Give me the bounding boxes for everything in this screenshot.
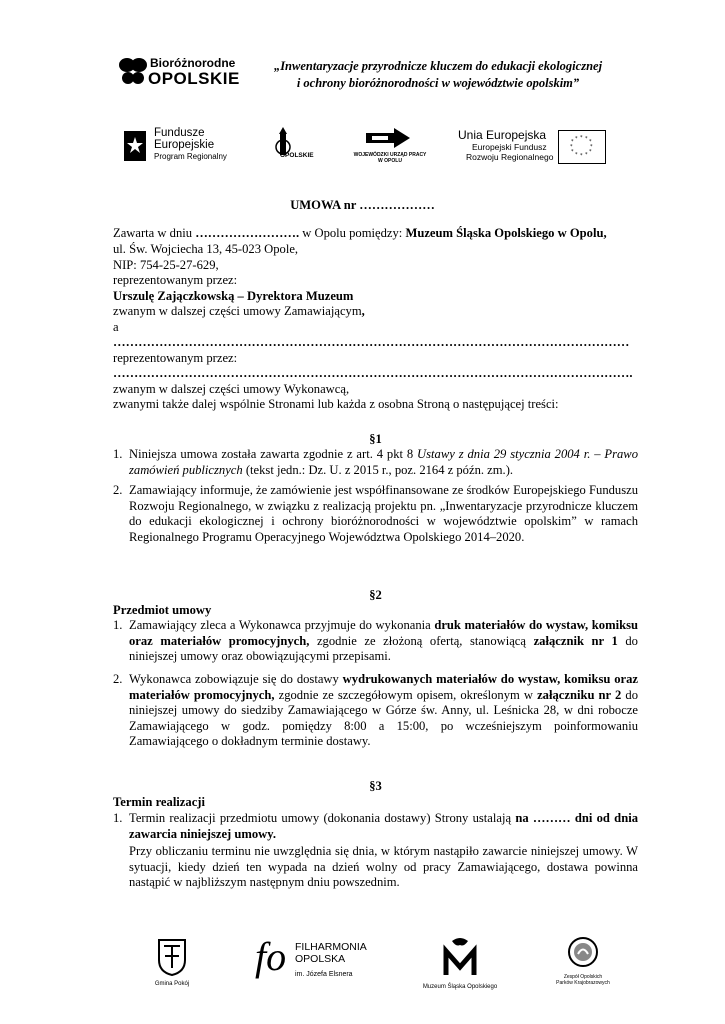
opolskie-text: OPOLSKIE xyxy=(280,152,314,159)
item-text: Niniejsza umowa została zawarta zgodnie z art. 4 pkt 8 xyxy=(129,447,418,461)
zamawiajacy-text: zwanym w dalszej części umowy Zamawiającym xyxy=(113,304,362,318)
gmina-text: Gmina Pokój xyxy=(154,981,190,987)
eu-flag-icon xyxy=(558,130,606,164)
law-title: Ustawy z dnia 29 stycznia 2004 r. – Prawo zamówień publicznych xyxy=(129,447,638,477)
section-1-item-1 xyxy=(113,447,638,478)
bioroznorodne-opolskie-logo xyxy=(118,52,238,92)
arrows-icon xyxy=(364,127,414,149)
and-line: a xyxy=(113,320,119,334)
muzeum-text: Muzeum Śląska Opolskiego xyxy=(422,984,498,990)
item-number: 1. xyxy=(113,811,123,825)
zespol-line-2: Parków Krajobrazowych xyxy=(556,980,610,986)
svg-text:*: * xyxy=(570,144,573,150)
fe-line-1: Fundusze xyxy=(154,127,205,139)
ue-line-3: Rozwoju Regionalnego xyxy=(466,152,554,162)
filharmonia-line-3: im. Józefa Elsnera xyxy=(295,971,353,978)
item-text-2: (tekst jedn.: Dz. U. z 2015 r., poz. 2164 z późn. zm.). xyxy=(242,462,514,477)
project-title-line-2: i ochrony bioróżnorodności w województwie opolskim” xyxy=(296,76,580,90)
butterfly-icon xyxy=(118,56,148,86)
zamawiajacy-line xyxy=(113,304,638,320)
section-1-heading: §1 xyxy=(369,432,382,446)
coat-of-arms-icon xyxy=(157,938,187,976)
item-text: Zamawiający informuje, że zamówienie jest współfinansowane ze środków Europejskiego Funduszu Rozwoju Regionalnego, w związku z realizacją projektu pn. „Inwentaryzacje przyrodnicze kluczem do edukacji ekologicznej i ochrony bioróżnorodności w województwie opolskim” w ramach Regionalnego Programu Operacyjnego Województwa Opolskiego 2014–2020. xyxy=(129,483,638,544)
section-1-item-2 xyxy=(113,483,638,545)
address-line: ul. Św. Wojciecha 13, 45-023 Opole, xyxy=(113,242,299,256)
opolskie-logo xyxy=(266,127,326,169)
svg-text:*: * xyxy=(590,144,593,150)
item-number: 2. xyxy=(113,672,123,686)
gmina-pokoj-logo xyxy=(148,938,196,993)
svg-text:*: * xyxy=(575,136,578,142)
wup-line-1: WOJEWÓDZKI URZĄD PRACY xyxy=(353,152,427,158)
svg-text:*: * xyxy=(585,152,588,158)
item-text-3: do niniejszej umowy do siedziby Zamawiającego w Górze św. Anny, ul. Leśnicka 28, w dni robocze Zamawiającego w godz. pomiędzy 8:00 a 15:00, po wcześniejszym poinformowaniu Zamawiającego o dokładnym terminie dostawy. xyxy=(129,687,638,749)
fo-monogram-icon: fo xyxy=(255,934,287,979)
eagle-m-icon xyxy=(440,935,480,979)
ue-line-1: Unia Europejska xyxy=(458,128,547,142)
section-2-item-1 xyxy=(113,618,638,665)
item-text: Termin realizacji przedmiotu umowy (dokonania dostawy) Strony ustalają xyxy=(129,811,516,825)
muzeum-logo xyxy=(415,935,505,995)
project-title xyxy=(258,58,618,92)
section-3-title: Termin realizacji xyxy=(113,795,205,809)
item-number: 1. xyxy=(113,447,123,461)
item-bold: wydrukowanych materiałów do wystaw, komiksu oraz materiałów promocyjnych, xyxy=(129,672,638,702)
representative-placeholder: ……………………………………………………………………………………………………………. xyxy=(113,366,633,380)
section-2-heading: §2 xyxy=(369,588,382,602)
zespol-line-1: Zespół Opolskich xyxy=(563,974,603,980)
fe-line-3: Program Regionalny xyxy=(154,152,227,161)
svg-text:*: * xyxy=(575,152,578,158)
represented-by-line: reprezentowanym przez: xyxy=(113,273,238,287)
fe-line-2: Europejskie xyxy=(154,139,215,151)
project-title-line-1: „Inwentaryzacje przyrodnicze kluczem do edukacji ekologicznej xyxy=(273,59,603,73)
item-text-2: zgodnie ze złożoną ofertą, stanowiącą xyxy=(309,633,534,648)
section-3-item-1 xyxy=(113,811,638,891)
section-3-heading: §3 xyxy=(369,779,382,793)
zespol-parkow-logo xyxy=(553,935,613,995)
park-circle-icon xyxy=(566,935,600,969)
zamawiajacy-comma: , xyxy=(361,304,365,318)
svg-text:*: * xyxy=(585,136,588,142)
item-bold: na ……… dni od dnia zawarcia niniejszej umowy. xyxy=(129,811,638,841)
attachment-1: załącznik nr 1 xyxy=(533,633,618,648)
logo-text-top: Bioróżnorodne xyxy=(150,56,236,70)
attachment-2: załączniku nr 2 xyxy=(537,687,622,702)
fundusze-europejskie-logo xyxy=(120,125,240,170)
item-text: Wykonawca zobowiązuje się do dostawy xyxy=(129,672,343,686)
filharmonia-logo xyxy=(255,935,375,995)
svg-text:*: * xyxy=(571,149,574,155)
svg-text:*: * xyxy=(580,135,583,141)
contractor-placeholder: …………………………………………………………………………………………………………… xyxy=(113,335,630,349)
svg-text:*: * xyxy=(571,139,574,145)
filharmonia-line-2: OPOLSKA xyxy=(295,953,346,965)
ue-line-2: Europejski Fundusz xyxy=(472,142,547,152)
director-line: Urszulę Zajączkowską – Dyrektora Muzeum xyxy=(113,289,354,303)
contract-title: UMOWA nr ……………… xyxy=(290,198,435,212)
svg-text:*: * xyxy=(589,149,592,155)
wykonawca-line: zwanym w dalszej części umowy Wykonawcą, xyxy=(113,382,350,396)
strony-line: zwanymi także dalej wspólnie Stronami lub każda z osobna Stroną o następującej treści: xyxy=(113,397,559,411)
wup-logo xyxy=(350,125,430,170)
unia-europejska-logo xyxy=(458,128,608,168)
fe-star-icon xyxy=(120,127,150,165)
intro-text: Zawarta w dniu xyxy=(113,226,196,240)
intro-text-2: w Opolu pomiędzy: xyxy=(299,226,406,240)
item-text-2: Przy obliczaniu terminu nie uwzględnia się dnia, w którym nastąpiło zawarcie niniejszej umowy. W sytuacji, kiedy dzień ten wypada na dzień wolny od pracy Zamawiającego, dostawa powinna nastąpić w najbliższym następnym dniu powszednim. xyxy=(129,844,638,890)
intro-line xyxy=(113,226,638,242)
filharmonia-line-1: FILHARMONIA xyxy=(295,941,367,953)
date-placeholder: ……………………. xyxy=(195,226,300,240)
section-2-title: Przedmiot umowy xyxy=(113,603,212,617)
nip-line: NIP: 754-25-27-629, xyxy=(113,258,219,272)
item-text: Zamawiający zleca a Wykonawca przyjmuje do wykonania xyxy=(129,618,435,632)
represented-by-line-2: reprezentowanym przez: xyxy=(113,351,238,365)
wup-line-2: W OPOLU xyxy=(378,158,402,164)
item-number: 1. xyxy=(113,618,123,632)
logo-text-bottom: OPOLSKIE xyxy=(148,69,240,88)
item-bold: druk materiałów do wystaw, komiksu oraz materiałów promocyjnych, xyxy=(129,618,638,648)
svg-text:*: * xyxy=(589,139,592,145)
section-2-item-2 xyxy=(113,672,638,750)
museum-name: Muzeum Śląska Opolskiego w Opolu, xyxy=(405,226,607,240)
item-text-2: zgodnie ze szczegółowym opisem, określonym w xyxy=(274,687,538,702)
svg-text:*: * xyxy=(580,153,583,159)
item-number: 2. xyxy=(113,483,123,497)
item-text-3: do niniejszej umowy oraz obowiązującymi przepisami. xyxy=(129,633,638,664)
